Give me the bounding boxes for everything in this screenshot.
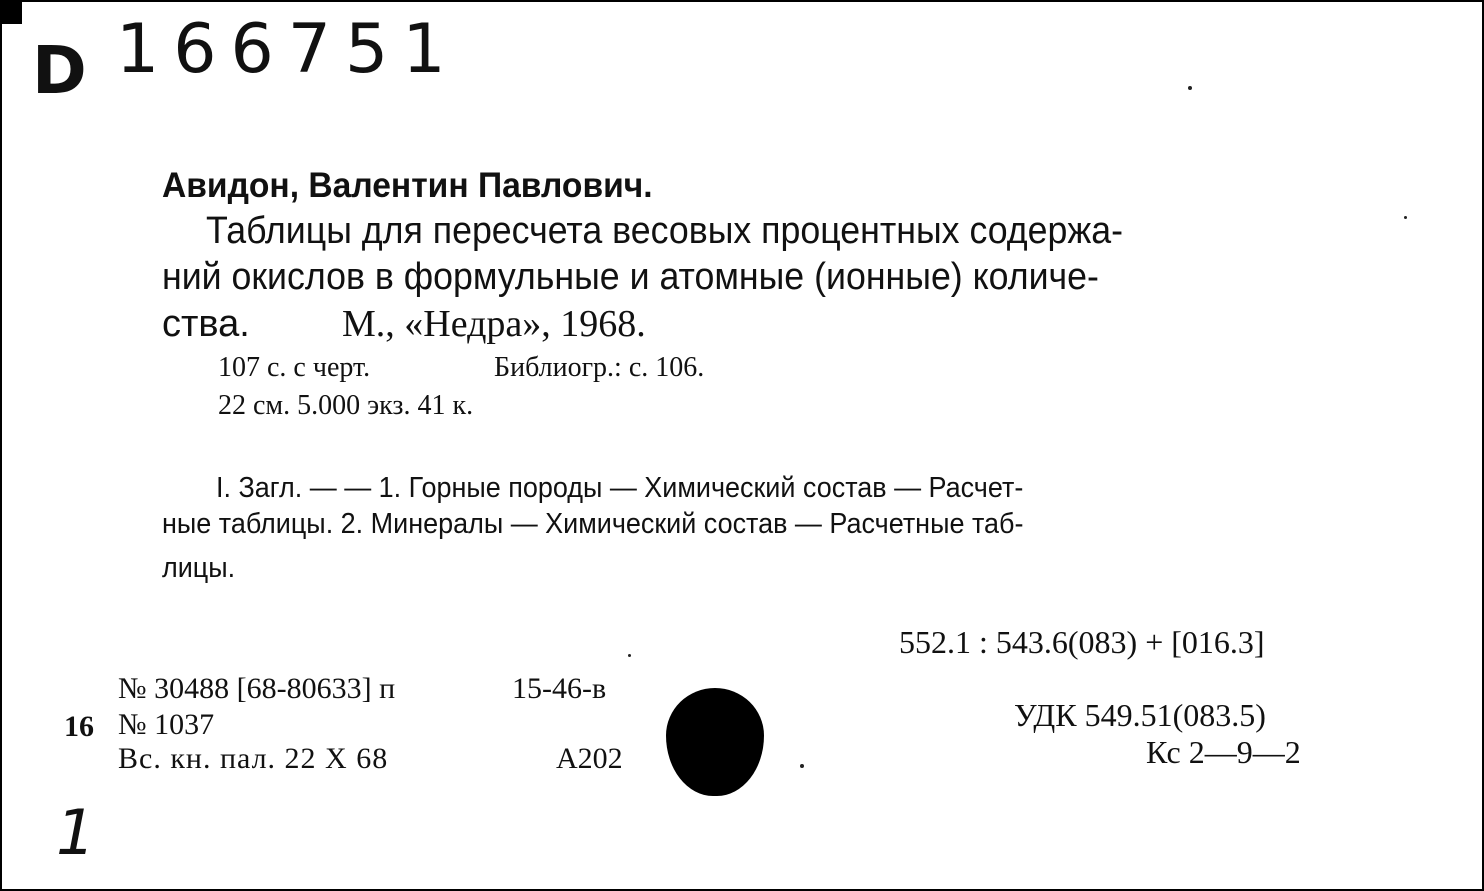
punch-hole — [666, 688, 764, 796]
subjects-line-2: ные таблицы. 2. Минералы — Химический состав — Расчетные таб- — [162, 508, 1024, 540]
speck — [1404, 216, 1407, 219]
title-end: ства. — [162, 303, 250, 345]
size-run-price: 22 см. 5.000 экз. 41 к. — [218, 390, 474, 421]
bibliography: Библиогр.: с. 106. — [494, 352, 705, 383]
speck — [628, 654, 631, 657]
title-line-1: Таблицы для пересчета весовых процентных содержа- — [206, 210, 1124, 252]
record-number-prefix: 16 — [64, 710, 94, 743]
speck — [800, 764, 804, 768]
handwritten-page-number: 1 — [56, 796, 96, 869]
kc-index: Кс 2—9—2 — [1146, 734, 1301, 770]
title-line-2: ний окислов в формульные и атомные (ионные) количе- — [162, 256, 1099, 298]
call-number: 166751 — [116, 10, 460, 89]
udc: УДК 549.51(083.5) — [1014, 697, 1266, 733]
record-line-1: № 30488 [68-80633] п — [118, 672, 396, 705]
subjects-line-1: I. Загл. — — 1. Горные породы — Химический состав — Расчет- — [216, 472, 1024, 504]
record-line-2: № 1037 — [118, 708, 215, 741]
pages: 107 с. с черт. — [218, 352, 371, 383]
corner-mark — [2, 2, 22, 24]
subjects-line-3: лицы. — [162, 552, 236, 584]
record-line-1-code: 15-46-в — [512, 672, 607, 705]
record-line-3-code: А202 — [556, 742, 623, 775]
imprint: М., «Недра», 1968. — [342, 303, 646, 345]
record-line-3: Вс. кн. пал. 22 X 68 — [118, 742, 389, 775]
classification: 552.1 : 543.6(083) + [016.3] — [899, 624, 1265, 660]
author-heading: Авидон, Валентин Павлович. — [162, 166, 653, 205]
call-number-prefix: D — [32, 32, 87, 109]
speck — [1188, 86, 1192, 90]
